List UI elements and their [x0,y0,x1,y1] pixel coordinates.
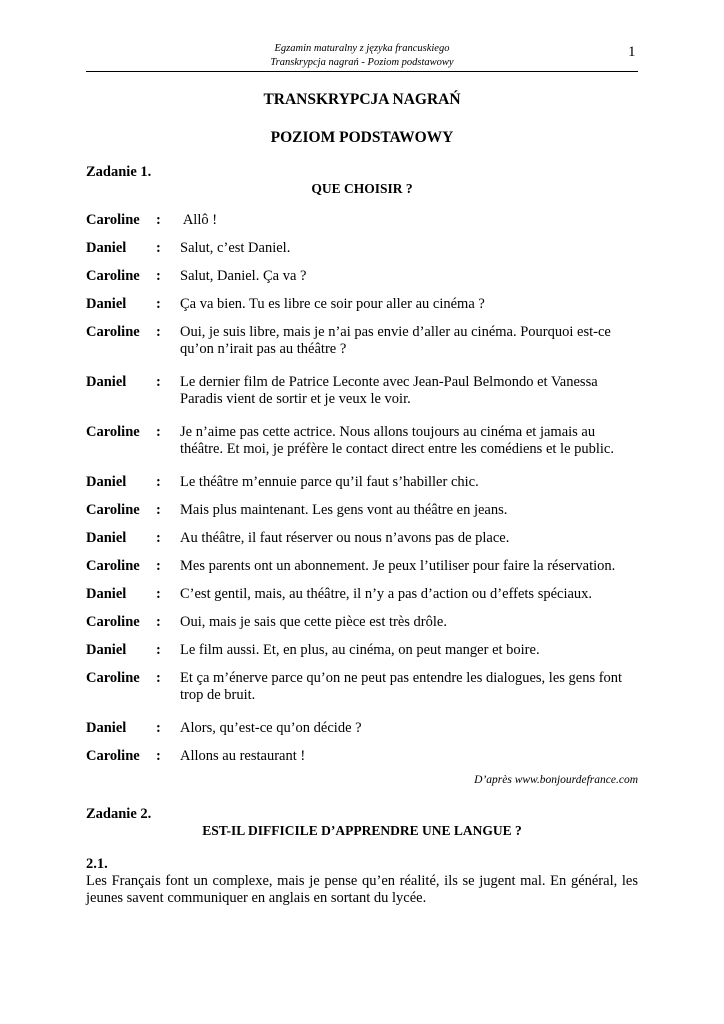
page-header [86,42,638,70]
speaker-name: Caroline [86,670,140,686]
dialogue-text: Oui, je suis libre, mais je n’ai pas envie d’aller au cinéma. Pourquoi est-ce qu’on n’irait pas au théâtre ? [180,324,611,357]
speaker-colon: : [156,530,161,546]
dialogue-text: Le dernier film de Patrice Leconte avec Jean-Paul Belmondo et Vanessa Paradis vient de sortir et je veux le voir. [180,374,598,407]
speaker-name: Daniel [86,296,127,312]
dialogue-line [86,374,638,408]
task-1-title: QUE CHOISIR ? [311,181,413,196]
header-line-1: Egzamin maturalny z języka francuskiego [274,43,450,54]
speaker-name: Caroline [86,614,140,630]
speaker-name: Daniel [86,240,127,256]
dialogue-text: Oui, mais je sais que cette pièce est très drôle. [180,614,447,630]
section-paragraph: Les Français font un complexe, mais je pense qu’en réalité, ils se jugent mal. En général, les jeunes savent communiquer en anglais en sortant du lycée. [86,873,638,906]
header-divider [86,71,638,72]
dialogue-line [86,324,638,358]
dialogue-text: Salut, c’est Daniel. [180,240,291,256]
dialogue-text: C’est gentil, mais, au théâtre, il n’y a pas d’action ou d’effets spéciaux. [180,586,593,602]
speaker-name: Caroline [86,502,140,518]
dialogue-line [86,586,638,603]
speaker-colon: : [156,642,161,658]
speaker-colon: : [156,614,161,630]
dialogue-text: Le film aussi. Et, en plus, au cinéma, on peut manger et boire. [180,642,540,658]
speaker-name: Daniel [86,586,127,602]
dialogue-line [86,614,638,631]
speaker-name: Caroline [86,212,140,228]
task-2-label: Zadanie 2. [86,806,152,822]
speaker-name: Daniel [86,642,127,658]
dialogue-text: Allons au restaurant ! [180,748,306,764]
dialogue-text: Allô ! [180,212,218,228]
speaker-colon: : [156,424,161,440]
source-citation: D’après www.bonjourdefrance.com [474,774,638,786]
speaker-colon: : [156,240,161,256]
speaker-colon: : [156,324,161,340]
dialogue-line [86,530,638,547]
dialogue-line [86,670,638,704]
dialogue-text: Alors, qu’est-ce qu’on décide ? [180,720,362,736]
speaker-name: Daniel [86,530,127,546]
speaker-name: Daniel [86,474,127,490]
speaker-colon: : [156,296,161,312]
document-title: TRANSKRYPCJA NAGRAŃ [263,91,461,108]
page-number: 1 [628,44,636,60]
dialogue-line [86,268,638,285]
speaker-colon: : [156,268,161,284]
speaker-name: Daniel [86,374,127,390]
speaker-colon: : [156,502,161,518]
dialogue-line [86,502,638,519]
dialogue-line [86,642,638,659]
dialogue-line [86,720,638,737]
dialogue-line [86,296,638,313]
task-2-title: EST-IL DIFFICILE D’APPRENDRE UNE LANGUE ? [202,823,522,838]
speaker-name: Caroline [86,748,140,764]
speaker-name: Caroline [86,324,140,340]
section-number: 2.1. [86,856,108,872]
dialogue-line [86,424,638,458]
dialogue-text: Salut, Daniel. Ça va ? [180,268,307,284]
speaker-name: Daniel [86,720,127,736]
dialogue-text: Mes parents ont un abonnement. Je peux l’utiliser pour faire la réservation. [180,558,616,574]
dialogue-text: Ça va bien. Tu es libre ce soir pour aller au cinéma ? [180,296,485,312]
dialogue-text: Au théâtre, il faut réserver ou nous n’avons pas de place. [180,530,510,546]
dialogue-line [86,748,638,765]
speaker-colon: : [156,670,161,686]
speaker-colon: : [156,374,161,390]
speaker-colon: : [156,558,161,574]
speaker-colon: : [156,586,161,602]
speaker-name: Caroline [86,268,140,284]
dialogue-text: Et ça m’énerve parce qu’on ne peut pas entendre les dialogues, les gens font trop de bruit. [180,670,623,703]
dialogue [86,212,638,765]
dialogue-text: Le théâtre m’ennuie parce qu’il faut s’habiller chic. [180,474,479,490]
dialogue-text: Mais plus maintenant. Les gens vont au théâtre en jeans. [180,502,508,518]
task-1-label: Zadanie 1. [86,164,152,180]
speaker-name: Caroline [86,558,140,574]
speaker-colon: : [156,474,161,490]
dialogue-line [86,558,638,575]
speaker-colon: : [156,748,161,764]
dialogue-text: Je n’aime pas cette actrice. Nous allons toujours au cinéma et jamais au théâtre. Et moi, je préfère le contact direct entre les comédiens et le public. [180,424,614,457]
speaker-name: Caroline [86,424,140,440]
document-subtitle: POZIOM PODSTAWOWY [270,129,454,146]
speaker-colon: : [156,720,161,736]
dialogue-line [86,240,638,257]
dialogue-line [86,212,638,229]
dialogue-line [86,474,638,491]
speaker-colon: : [156,212,161,228]
header-line-2: Transkrypcja nagrań - Poziom podstawowy [270,57,454,68]
